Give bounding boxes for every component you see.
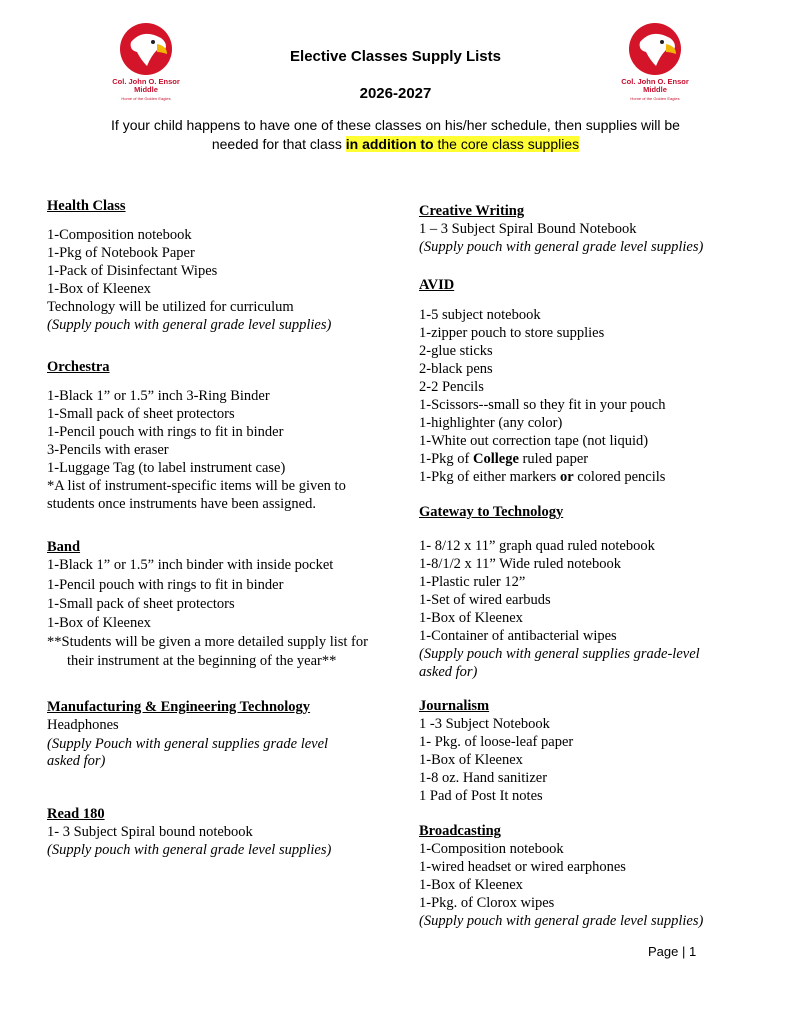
- list-item: 1-Box of Kleenex: [419, 610, 523, 626]
- logo-school-name: Col. John O. Ensor: [112, 77, 180, 86]
- list-item: 1-Composition notebook: [419, 841, 564, 857]
- list-item: 1-Small pack of sheet protectors: [47, 596, 235, 612]
- item-bold: or: [559, 469, 574, 485]
- list-item: **Students will be given a more detailed supply list for: [47, 634, 368, 650]
- right-column: [419, 0, 759, 1024]
- item-text: ruled paper: [518, 451, 589, 467]
- list-item: [419, 450, 588, 468]
- list-item: 1-5 subject notebook: [419, 307, 541, 323]
- item-text: 1-Pkg of: [419, 451, 473, 467]
- supply-note: (Supply Pouch with general supplies grade level: [47, 736, 329, 752]
- list-item: 1-Pkg. of Clorox wipes: [419, 895, 555, 911]
- band-title: Band: [47, 539, 81, 555]
- supply-note: (Supply pouch with general grade level supplies): [419, 239, 704, 255]
- list-item: 1-Black 1” or 1.5” inch 3-Ring Binder: [47, 388, 270, 404]
- list-item: 1-Composition notebook: [47, 227, 192, 243]
- supply-note: asked for): [419, 664, 478, 680]
- list-item: 1-Black 1” or 1.5” inch binder with inside pocket: [47, 557, 334, 573]
- list-item: 2-black pens: [419, 361, 493, 377]
- list-item: 1-Container of antibacterial wipes: [419, 628, 617, 644]
- list-item: 3-Pencils with eraser: [47, 442, 169, 458]
- intro-text-end: the core class supplies: [433, 136, 580, 152]
- list-item: 1-8/1/2 x 11” Wide ruled notebook: [419, 556, 621, 572]
- list-item: 1-Box of Kleenex: [47, 281, 151, 297]
- list-item: 1-Pack of Disinfectant Wipes: [47, 263, 218, 279]
- list-item: 1-highlighter (any color): [419, 415, 563, 431]
- avid-title: AVID: [419, 277, 455, 293]
- supply-note: (Supply pouch with general grade level supplies): [47, 317, 332, 333]
- orchestra-title: Orchestra: [47, 359, 110, 375]
- list-item: 1-wired headset or wired earphones: [419, 859, 626, 875]
- list-item: their instrument at the beginning of the year**: [67, 653, 337, 669]
- creative-writing-title: Creative Writing: [419, 203, 525, 219]
- list-item: 1-Pkg of Notebook Paper: [47, 245, 195, 261]
- list-item: 1-Plastic ruler 12”: [419, 574, 526, 590]
- item-bold: College: [472, 451, 519, 467]
- supply-note: (Supply pouch with general grade level supplies): [419, 913, 704, 929]
- manufacturing-title: Manufacturing & Engineering Technology: [47, 699, 311, 715]
- list-item: Headphones: [47, 717, 119, 733]
- broadcasting-title: Broadcasting: [419, 823, 501, 839]
- list-item: 1-Set of wired earbuds: [419, 592, 551, 608]
- health-title: Health Class: [47, 198, 126, 214]
- list-item: *A list of instrument-specific items will be given to: [47, 478, 346, 494]
- list-item: 1- 8/12 x 11” graph quad ruled notebook: [419, 538, 655, 554]
- item-text: 1-Pkg of either markers: [419, 469, 560, 485]
- supply-note: (Supply pouch with general supplies grade-level: [419, 646, 700, 662]
- list-item: 1-Pencil pouch with rings to fit in binder: [47, 577, 284, 593]
- logo-school-name-2: Middle: [134, 85, 158, 94]
- list-item: 1-Box of Kleenex: [419, 752, 523, 768]
- logo-school-name-2: Middle: [643, 85, 667, 94]
- list-item: 1-White out correction tape (not liquid): [419, 433, 649, 449]
- list-item: 1 -3 Subject Notebook: [419, 716, 550, 732]
- school-year: 2026-2027: [359, 85, 432, 102]
- list-item: students once instruments have been assigned.: [47, 496, 316, 512]
- list-item: 1-zipper pouch to store supplies: [419, 325, 605, 341]
- logo-school-name: Col. John O. Ensor: [621, 77, 689, 86]
- supply-note: (Supply pouch with general grade level supplies): [47, 842, 332, 858]
- list-item: Technology will be utilized for curriculum: [47, 299, 294, 315]
- list-item: 1-Luggage Tag (to label instrument case): [47, 460, 286, 476]
- logo-tagline: Home of the Golden Eagles: [630, 96, 680, 101]
- logo-tagline: Home of the Golden Eagles: [121, 96, 171, 101]
- item-text: colored pencils: [573, 469, 666, 485]
- list-item: 2-glue sticks: [419, 343, 493, 359]
- intro-text: needed for that class: [211, 136, 346, 152]
- left-column: [47, 0, 407, 1024]
- list-item: 1-Pencil pouch with rings to fit in binder: [47, 424, 284, 440]
- list-item: 2-2 Pencils: [419, 379, 484, 395]
- list-item: 1-Box of Kleenex: [47, 615, 151, 631]
- supply-note: asked for): [47, 753, 106, 769]
- list-item: 1- Pkg. of loose-leaf paper: [419, 734, 574, 750]
- list-item: [419, 468, 665, 486]
- list-item: 1 – 3 Subject Spiral Bound Notebook: [419, 221, 637, 237]
- intro-bold: in addition to: [345, 136, 434, 152]
- list-item: 1-Box of Kleenex: [419, 877, 523, 893]
- intro-line-1: If your child happens to have one of these classes on his/her schedule, then supplies will be: [111, 117, 680, 133]
- list-item: 1 Pad of Post It notes: [419, 788, 543, 804]
- list-item: 1-8 oz. Hand sanitizer: [419, 770, 548, 786]
- list-item: 1- 3 Subject Spiral bound notebook: [47, 824, 253, 840]
- read180-title: Read 180: [47, 806, 105, 822]
- page-title: Elective Classes Supply Lists: [290, 48, 501, 65]
- list-item: 1-Small pack of sheet protectors: [47, 406, 235, 422]
- journalism-title: Journalism: [419, 698, 490, 714]
- page-number: Page | 1: [648, 944, 697, 959]
- list-item: 1-Scissors--small so they fit in your pouch: [419, 397, 666, 413]
- gateway-title: Gateway to Technology: [419, 504, 564, 520]
